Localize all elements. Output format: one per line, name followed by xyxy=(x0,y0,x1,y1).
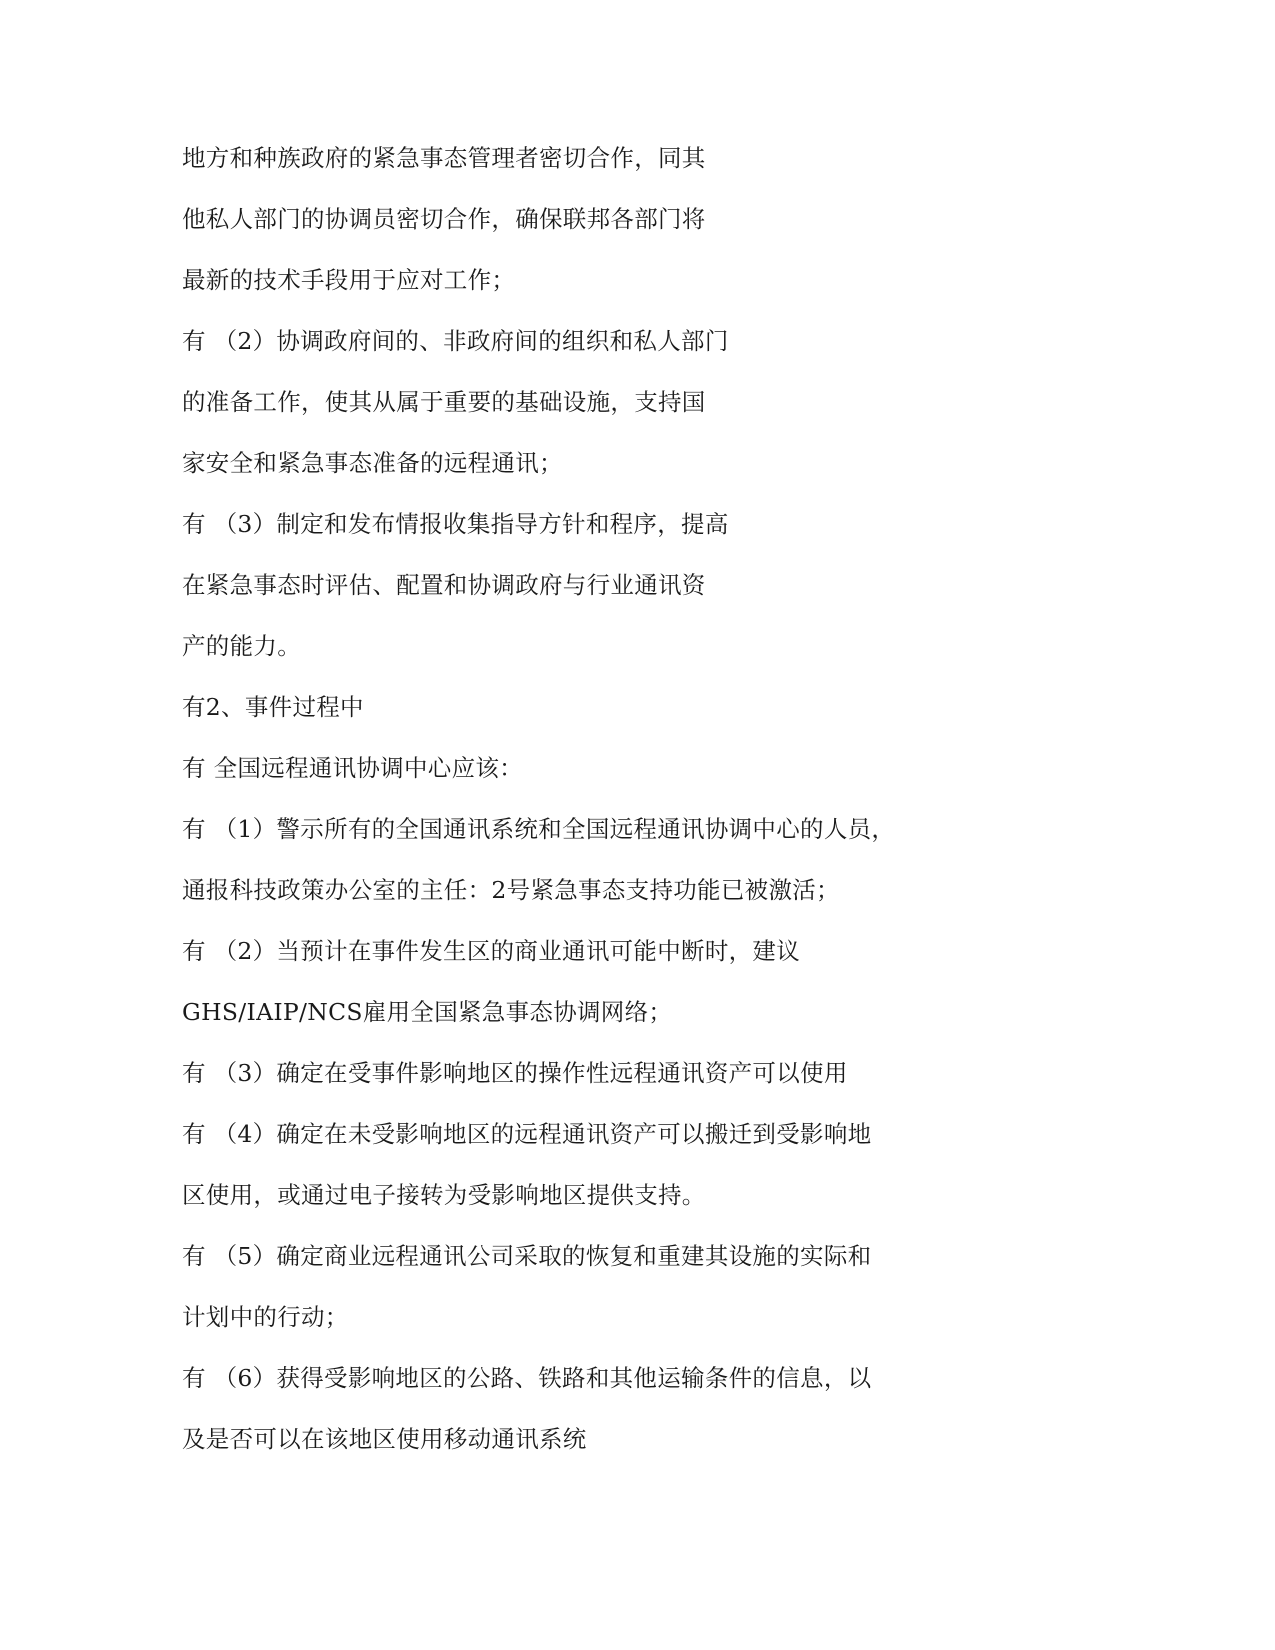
text-line: 有 （2）当预计在事件发生区的商业通讯可能中断时，建议 xyxy=(182,937,801,965)
text-line: 他私人部门的协调员密切合作，确保联邦各部门将 xyxy=(182,205,706,233)
text-line: 有 （6）获得受影响地区的公路、铁路和其他运输条件的信息，以 xyxy=(182,1364,872,1392)
text-line: 通报科技政策办公室的主任：2号紧急事态支持功能已被激活； xyxy=(182,876,840,904)
text-line: 有 全国远程通讯协调中心应该： xyxy=(182,754,523,782)
text-line: 家安全和紧急事态准备的远程通讯； xyxy=(182,449,563,477)
text-line: 在紧急事态时评估、配置和协调政府与行业通讯资 xyxy=(182,571,706,599)
text-line: 有 （5）确定商业远程通讯公司采取的恢复和重建其设施的实际和 xyxy=(182,1242,872,1270)
text-line: 有 （3）确定在受事件影响地区的操作性远程通讯资产可以使用 xyxy=(182,1059,848,1087)
text-line: 区使用，或通过电子接转为受影响地区提供支持。 xyxy=(182,1181,706,1209)
section-heading: 有2、事件过程中 xyxy=(182,693,364,721)
text-line: 产的能力。 xyxy=(182,632,301,660)
text-line: 计划中的行动； xyxy=(182,1303,349,1331)
text-line: 有 （4）确定在未受影响地区的远程通讯资产可以搬迁到受影响地 xyxy=(182,1120,872,1148)
document-body xyxy=(182,138,942,1480)
text-line: 的准备工作，使其从属于重要的基础设施，支持国 xyxy=(182,388,706,416)
text-line: 有 （3）制定和发布情报收集指导方针和程序，提高 xyxy=(182,510,729,538)
text-line: 有 （2）协调政府间的、非政府间的组织和私人部门 xyxy=(182,327,729,355)
text-line: 有 （1）警示所有的全国通讯系统和全国远程通讯协调中心的人员， xyxy=(182,815,896,843)
text-line: 最新的技术手段用于应对工作； xyxy=(182,266,516,294)
text-line: GHS/IAIP/NCS雇用全国紧急事态协调网络； xyxy=(182,998,673,1026)
text-line: 及是否可以在该地区使用移动通讯系统 xyxy=(182,1425,587,1453)
text-line: 地方和种族政府的紧急事态管理者密切合作，同其 xyxy=(182,144,706,172)
